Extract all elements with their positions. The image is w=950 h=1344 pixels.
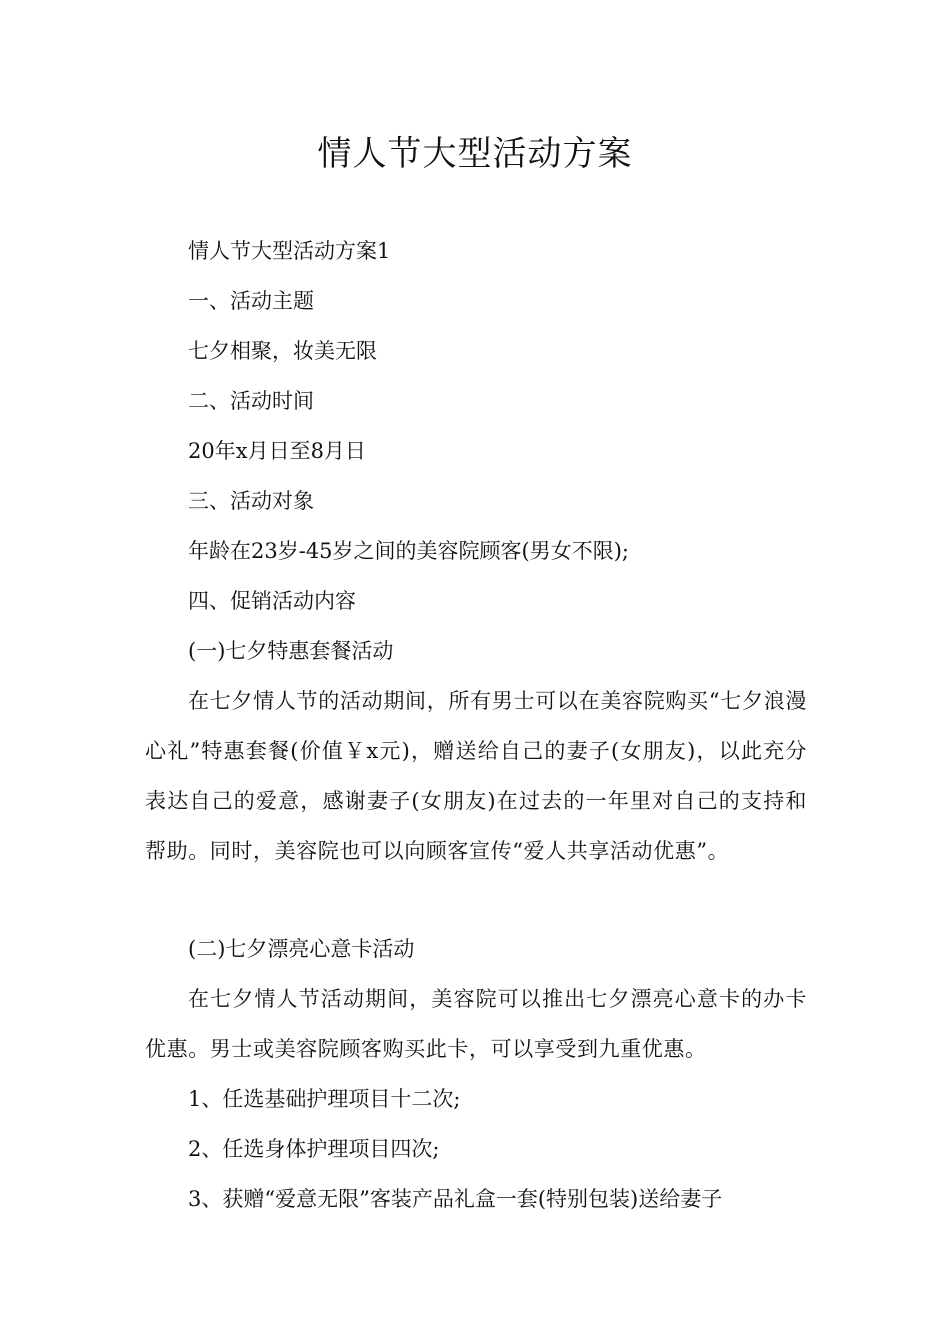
section-heading-plan: 情人节大型活动方案1 — [188, 239, 391, 263]
section-heading-promotion: 四、促销活动内容 — [188, 589, 356, 613]
list-item: 1、任选基础护理项目十二次; — [188, 1087, 461, 1111]
paragraph-package: 在七夕情人节的活动期间，所有男士可以在美容院购买“七夕浪漫心礼”特惠套餐(价值￥x元)，赠送给自己的妻子(女朋友)，以此充分表达自己的爱意，感谢妻子(女朋友)在过去的一年里对自己的支持和帮助。同时，美容院也可以向顾客宣传“爱人共享活动优惠”。 — [145, 689, 807, 863]
section-heading-time: 二、活动时间 — [188, 389, 314, 413]
subheading-package: (一)七夕特惠套餐活动 — [188, 639, 394, 663]
list-item: 3、获赠“爱意无限”客装产品礼盒一套(特别包装)送给妻子 — [188, 1187, 723, 1211]
section-heading-audience: 三、活动对象 — [188, 489, 314, 513]
time-text: 20年x月日至8月日 — [188, 439, 366, 463]
audience-text: 年龄在23岁-45岁之间的美容院顾客(男女不限); — [188, 539, 629, 563]
theme-text: 七夕相聚，妆美无限 — [188, 339, 377, 363]
subheading-card: (二)七夕漂亮心意卡活动 — [188, 937, 415, 961]
list-item: 2、任选身体护理项目四次; — [188, 1137, 440, 1161]
section-heading-theme: 一、活动主题 — [188, 289, 314, 313]
document-title: 情人节大型活动方案 — [317, 134, 633, 174]
paragraph-card: 在七夕情人节活动期间，美容院可以推出七夕漂亮心意卡的办卡优惠。男士或美容院顾客购买此卡，可以享受到九重优惠。 — [145, 987, 807, 1061]
